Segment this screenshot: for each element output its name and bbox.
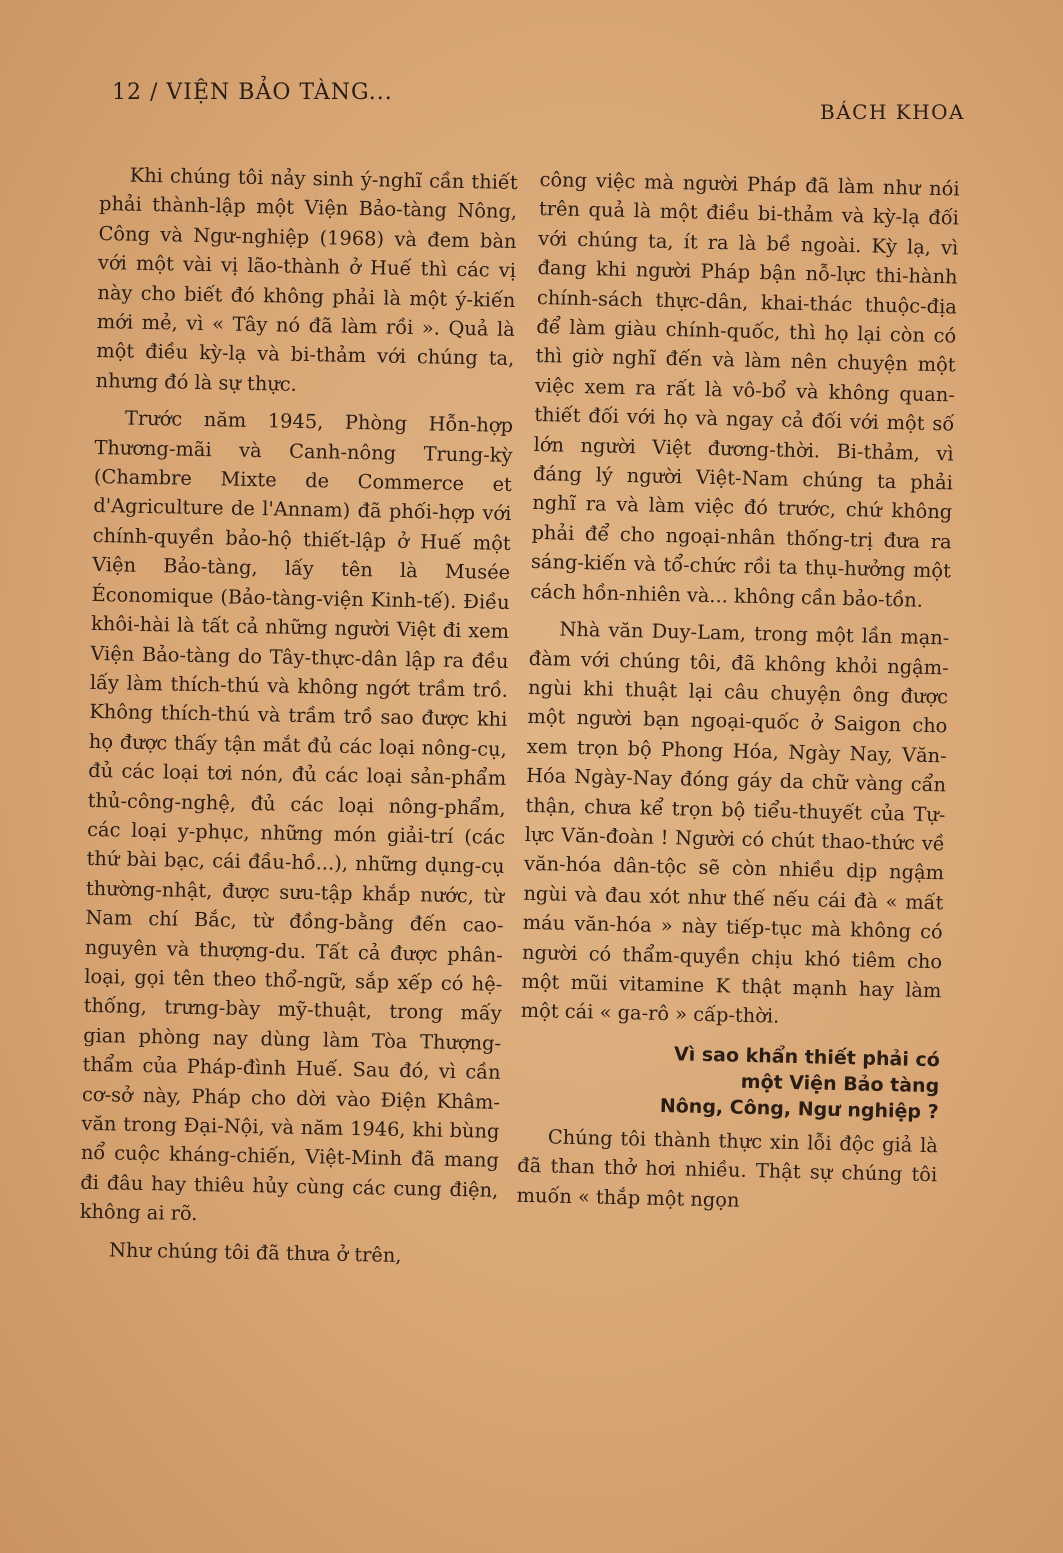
- left-column: [79, 160, 518, 1280]
- right-column: [516, 165, 960, 1227]
- section-heading-line: Nông, Công, Ngư nghiệp ?: [659, 1094, 939, 1124]
- running-header-right: BÁCH KHOA: [820, 100, 965, 124]
- paragraph: Trước năm 1945, Phòng Hỗn-hợp Thương-mãi và Canh-nông Trung-kỳ (Chambre Mixte de Commerce et d'Agriculture de l'Annam) đã phối-hợp với chính-quyền bảo-hộ thiết-lập ở Huế một Viện Bảo-tàng, lấy tên là Musée Économique (Bảo-tàng-viện Kinh-tế). Điều khôi-hài là tất cả những người Việt đi xem Viện Bảo-tàng do Tây-thực-dân lập ra đều lấy làm thích-thú và không ngớt trầm trồ. Không thích-thú và trầm trồ sao được khi họ được thấy tận mắt đủ các loại nông-cụ, đủ các loại tơi nón, đủ các loại sản-phẩm thủ-công-nghệ, đủ các loại nông-phẩm, các loại y-phục, những món giải-trí (các thứ bài bạc, cái đầu-hồ...), những dụng-cụ thường-nhật, được sưu-tập khắp nước, từ Nam chí Bắc, từ đồng-bằng đến cao-nguyên và thượng-du. Tất cả được phân-loại, gọi tên theo thổ-ngữ, sắp xếp có hệ-thống, trưng-bày mỹ-thuật, trong mấy gian phòng nay dùng làm Tòa Thượng-thẩm của Pháp-đình Huế. Sau đó, vì cần cơ-sở này, Pháp cho dời vào Điện Khâm-văn trong Đại-Nội, và năm 1946, khi bùng nổ cuộc kháng-chiến, Việt-Minh đã mang đi đâu hay thiêu hủy cùng các cung điện, không ai rõ.: [79, 406, 514, 1226]
- paragraph: Như chúng tôi đã thưa ở trên,: [108, 1238, 402, 1267]
- paragraph: Khi chúng tôi nảy sinh ý-nghĩ cần thiết phải thành-lập một Viện Bảo-tàng Nông, Công và Ngư-nghiệp (1968) và đem bàn với một vài vị lão-thành ở Huế thì các vị này cho biết đó không phải là một ý-kiến mới mẻ, vì « Tây nó đã làm rồi ». Quả là một điều kỳ-lạ và bi-thảm với chúng ta, nhưng đó là sự thực.: [95, 163, 518, 396]
- section-heading: [578, 1039, 940, 1125]
- paragraph: Chúng tôi thành thực xin lỗi độc giả là đã than thở hơi nhiều. Thật sự chúng tôi muốn « thắp một ngọn: [516, 1125, 939, 1212]
- running-header-left: 12 / VIỆN BẢO TÀNG...: [112, 80, 393, 105]
- paragraph: Nhà văn Duy-Lam, trong một lần mạn-đàm với chúng tôi, đã không khỏi ngậm-ngùi khi thuật lại câu chuyện ông được một người bạn ngoại-quốc ở Saigon cho xem trọn bộ Phong Hóa, Ngày Nay, Văn-Hóa Ngày-Nay đóng gáy da chữ vàng cẩn thận, chưa kể trọn bộ tiểu-thuyết của Tự-lực Văn-đoàn ! Người có chút thao-thức về văn-hóa dân-tộc sẽ còn nhiều dịp ngậm ngùi và đau xót như thế nếu cái đà « mất máu văn-hóa » này tiếp-tục mà không có người có thẩm-quyền chịu khó tiêm cho một mũi vitamine K thật mạnh hay làm một cái « ga-rô » cấp-thời.: [520, 617, 950, 1029]
- section-heading-line: một Viện Bảo tàng: [740, 1070, 940, 1098]
- section-heading-line: Vì sao khẩn thiết phải có: [673, 1043, 941, 1072]
- paragraph: công việc mà người Pháp đã làm như nói trên quả là một điều bi-thảm và kỳ-lạ đối với chúng ta, ít ra là bề ngoài. Kỳ lạ, vì đang khi người Pháp bận nỗ-lực thi-hành chính-sách thực-dân, khai-thác thuộc-địa để làm giàu chính-quốc, thì họ lại còn có thì giờ nghĩ đến và làm nên chuyện một việc xem ra rất là vô-bổ và không quan-thiết đối với họ và ngay cả đối với một số lớn người Việt đương-thời. Bi-thảm, vì đáng lý người Việt-Nam chúng ta phải nghĩ ra và làm việc đó trước, chứ không phải để cho ngoại-nhân thống-trị đưa ra sáng-kiến và tổ-chức rồi ta thụ-hưởng một cách hồn-nhiên và... không cần bảo-tồn.: [530, 167, 960, 612]
